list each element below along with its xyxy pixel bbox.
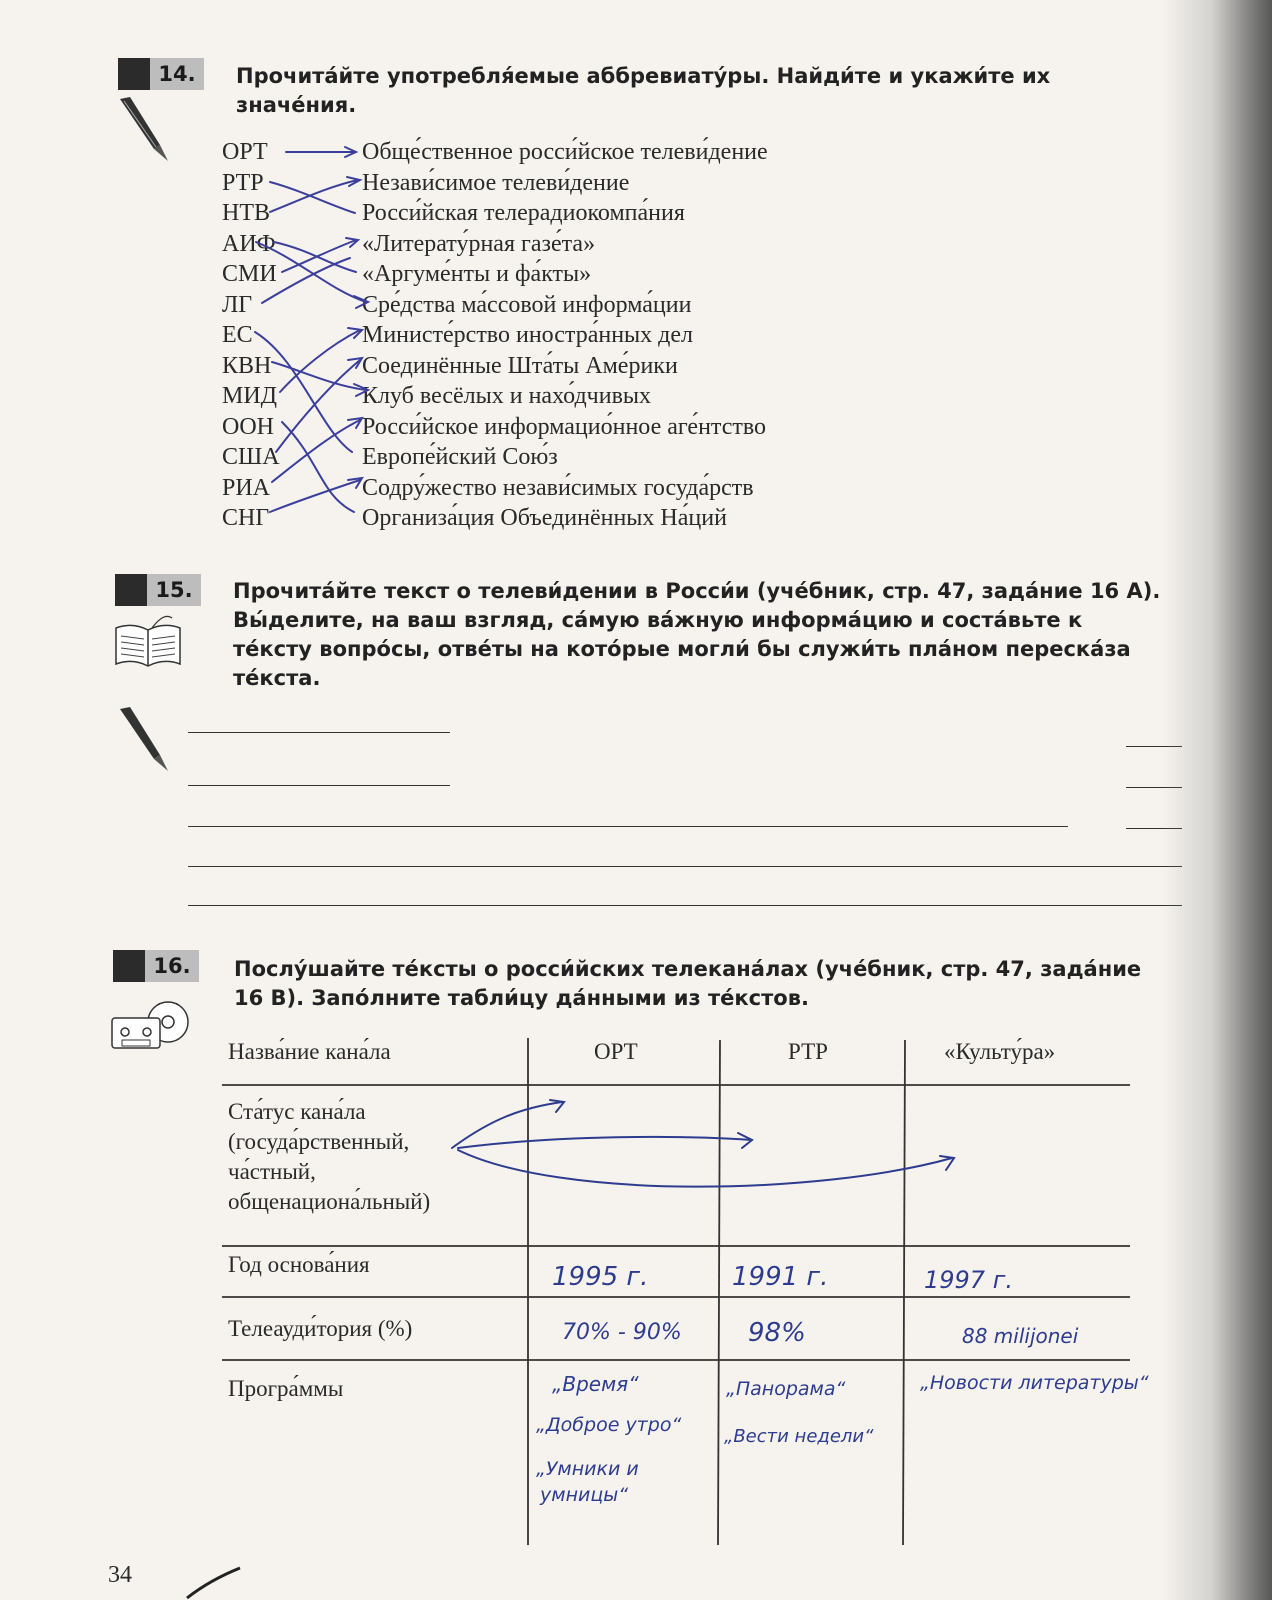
exercise-14-task: Прочита́йте употребля́емые аббревиату́ры. Найди́те и укажи́те их значе́ния. [236,64,1051,117]
exercise-15-task: Прочита́йте текст о телеви́дении в Росси́и (уче́бник, стр. 47, зада́ние 16 А). Вы́делите, на ваш взгляд, са́мую ва́жную информа́цию и соста́вьте к те́ксту вопро́сы, отве́ты на кото́рые могли́ бы служи́ть пла́ном переска́за те́кста. [233,579,1161,690]
abbreviation: СНГ [222,505,270,531]
table-row-status-label: Ста́тус кана́ла (госуда́рственный, ча́стный, общенациона́льный) [228,1099,431,1214]
meaning: Росси́йское информацио́нное аге́нтство [362,413,767,440]
meaning: Росси́йская телерадиокомпа́ния [362,200,685,226]
abbreviation: ЕС [222,322,253,348]
table-row-programs-label: Програ́ммы [228,1376,344,1401]
meaning: «Литерату́рная газе́та» [362,230,596,257]
handwritten-ort-program: „Доброе утро“ [536,1414,682,1436]
table-row-audience-label: Телеауди́тория (%) [228,1316,413,1341]
meaning: Содру́жество незави́симых госуда́рств [362,474,754,501]
meaning: «Аргуме́нты и фа́кты» [362,261,592,287]
meaning: Министе́рство иностра́нных дел [362,322,693,348]
handwritten-rtr-program: „Вести недели“ [724,1426,874,1447]
handwritten-ort-program: умницы“ [540,1484,629,1506]
table-header-ort: ОРТ [594,1039,638,1064]
abbreviation: АИФ [222,230,276,257]
meaning: Обще́ственное росси́йское телеви́дение [362,139,768,165]
abbreviation: ООН [222,413,274,440]
exercise-number: 15. [147,574,201,606]
handwritten-rtr-program: „Панорама“ [726,1378,846,1400]
table-header-channel-name: Назва́ние кана́ла [228,1039,391,1064]
handwritten-ort-year: 1995 г. [552,1262,649,1292]
table-header-rtr: РТР [788,1039,828,1064]
handwritten-ort-audience: 70% - 90% [562,1320,682,1345]
abbreviation: НТВ [222,200,270,226]
abbreviation: МИД [222,383,278,409]
exercise-number: 16. [145,950,199,982]
meaning: Европе́йский Сою́з [362,444,558,470]
handwritten-ort-program: „Время“ [552,1372,639,1396]
handwritten-ort-program: „Умники и [536,1458,639,1480]
meaning: Незави́симое телеви́дение [362,169,630,196]
meaning: Соединённые Шта́ты Аме́рики [362,352,678,379]
abbreviation: РТР [222,169,264,196]
abbreviation: ЛГ [222,291,253,318]
handwritten-kultura-year: 1997 г. [924,1266,1013,1294]
page-number: 34 [108,1562,132,1588]
abbreviation: ОРТ [222,139,268,165]
abbreviation: РИА [222,474,271,501]
pen-stroke-mark [185,1565,245,1600]
exercise-16-task: Послу́шайте те́ксты о росси́йских телекана́лах (уче́бник, стр. 47, зада́ние 16 В). Запо́лните табли́цу да́нными из те́кстов. [234,957,1142,1010]
meaning: Клуб весёлых и нахо́дчивых [362,383,652,409]
abbreviation: КВН [222,352,272,379]
handwritten-kultura-program: „Новости литературы“ [920,1372,1149,1394]
handwritten-rtr-year: 1991 г. [732,1262,829,1292]
table-row-year-label: Год основа́ния [228,1252,370,1277]
meaning: Организа́ция Объединённых На́ций [362,505,727,531]
abbreviation: СМИ [222,261,277,287]
exercise-number: 14. [150,58,204,90]
page-gutter-shadow [1162,0,1272,1600]
handwritten-kultura-audience: 88 miliјonei [962,1324,1079,1348]
table-header-kultura: «Культу́ра» [944,1039,1056,1064]
abbreviation: США [222,444,280,470]
handwritten-rtr-audience: 98% [748,1318,806,1348]
meaning: Сре́дства ма́ссовой информа́ции [362,291,692,318]
